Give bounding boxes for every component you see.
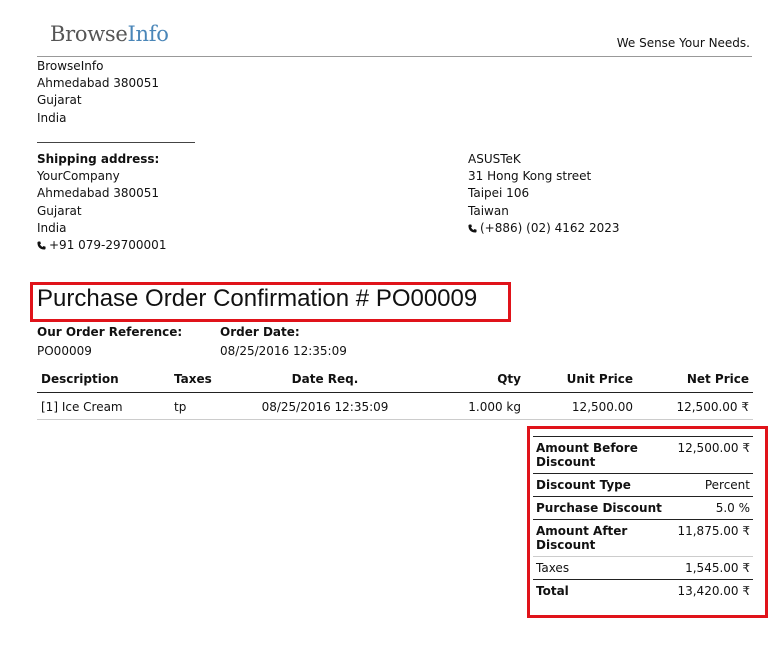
cell-date-req: 08/25/2016 12:35:09: [250, 393, 400, 420]
cell-taxes: tp: [170, 393, 250, 420]
phone-icon: [37, 241, 46, 250]
shipping-state: Gujarat: [37, 203, 82, 218]
cell-qty: 1.000 kg: [400, 393, 525, 420]
totals-value: 13,420.00 ₹: [674, 580, 753, 603]
table-header-row: [37, 368, 753, 393]
totals-value: Percent: [674, 474, 753, 497]
shipping-country: India: [37, 220, 67, 235]
totals-table: [533, 436, 753, 602]
header-divider: [37, 56, 752, 57]
shipping-phone: [37, 237, 166, 254]
company-tagline: We Sense Your Needs.: [616, 36, 750, 50]
vendor-country: Taiwan: [468, 203, 509, 218]
page-title: Purchase Order Confirmation # PO00009: [37, 285, 478, 312]
totals-row-amount-before-discount: [533, 437, 753, 474]
order-date-label: Order Date:: [220, 325, 300, 339]
order-reference-label: Our Order Reference:: [37, 325, 183, 339]
totals-label: Purchase Discount: [533, 497, 674, 520]
company-address: [37, 58, 159, 127]
company-name: BrowseInfo: [37, 59, 104, 73]
cell-net-price: 12,500.00 ₹: [637, 393, 753, 420]
shipping-address: [37, 151, 166, 255]
company-state: Gujarat: [37, 93, 82, 108]
company-city: Ahmedabad 380051: [37, 76, 160, 91]
order-date: [220, 323, 347, 361]
totals-label: Amount After Discount: [533, 520, 674, 557]
address-divider: [37, 142, 195, 143]
order-date-value: 08/25/2016 12:35:09: [220, 344, 347, 358]
shipping-city: Ahmedabad 380051: [37, 186, 160, 201]
vendor-phone: [468, 220, 619, 237]
column-header-net-price: Net Price: [637, 368, 753, 393]
totals-row-total: [533, 580, 753, 603]
phone-icon: [468, 224, 477, 233]
column-header-taxes: Taxes: [170, 368, 250, 393]
totals-label: Total: [533, 580, 674, 603]
vendor-city: Taipei 106: [468, 186, 530, 201]
column-header-unit-price: Unit Price: [525, 368, 637, 393]
totals-row-discount-type: [533, 474, 753, 497]
table-row: [37, 393, 753, 420]
totals-value: 12,500.00 ₹: [674, 437, 753, 474]
vendor-name: ASUSTeK: [468, 152, 521, 166]
shipping-phone-number: +91 079-29700001: [49, 238, 167, 253]
cell-description: [1] Ice Cream: [37, 393, 170, 420]
vendor-address: [468, 151, 619, 238]
totals-value: 5.0 %: [674, 497, 753, 520]
order-lines-table: [37, 368, 753, 420]
shipping-label: Shipping address:: [37, 152, 160, 166]
totals-value: 11,875.00 ₹: [674, 520, 753, 557]
company-country: India: [37, 110, 67, 125]
vendor-street: 31 Hong Kong street: [468, 169, 592, 184]
column-header-date-req: Date Req.: [250, 368, 400, 393]
logo-text-info: Info: [127, 22, 169, 46]
order-reference: [37, 323, 182, 361]
totals-row-purchase-discount: [533, 497, 753, 520]
order-reference-value: PO00009: [37, 344, 92, 358]
totals-value: 1,545.00 ₹: [674, 557, 753, 580]
cell-unit-price: 12,500.00: [525, 393, 637, 420]
column-header-description: Description: [37, 368, 170, 393]
column-header-qty: Qty: [400, 368, 525, 393]
shipping-name: YourCompany: [37, 169, 120, 184]
vendor-phone-number: (+886) (02) 4162 2023: [480, 220, 620, 235]
totals-label: Amount Before Discount: [533, 437, 674, 474]
totals-row-taxes: [533, 557, 753, 580]
logo-text-browse: Browse: [50, 22, 128, 46]
totals-label: Taxes: [533, 557, 674, 580]
totals-label: Discount Type: [533, 474, 674, 497]
company-logo: [50, 22, 169, 46]
totals-row-amount-after-discount: [533, 520, 753, 557]
